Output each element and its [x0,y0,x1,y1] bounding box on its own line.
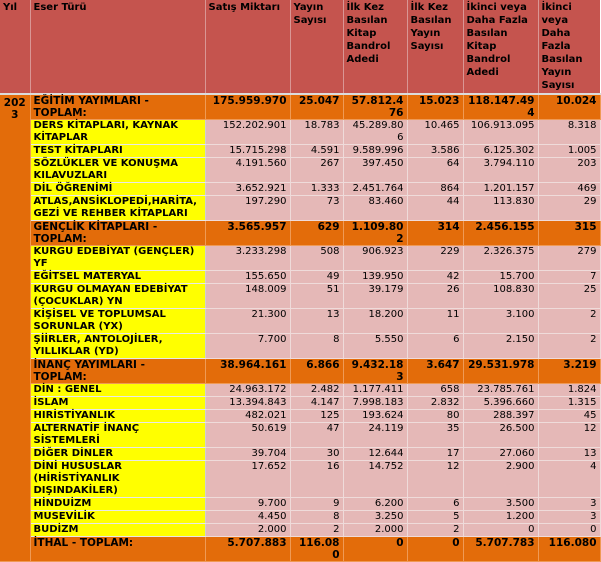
table-row [0,271,600,284]
cell-value: 116.080 [538,537,600,562]
cell-value: 13 [290,309,343,334]
cell-value: 13.394.843 [205,397,290,410]
column-header: Eser Türü [30,0,205,94]
column-header: İkinci veya Daha Fazla Basılan Kitap Bandrol Adedi [463,0,538,94]
table-row [0,183,600,196]
row-label: DİNİ HUSUSLAR (HİRİSTİYANLIK DIŞINDAKİLER) [30,461,205,498]
cell-value: 2.482 [290,384,343,397]
cell-value: 47 [290,423,343,448]
cell-value: 5.396.660 [463,397,538,410]
row-label: KURGU EDEBİYAT (GENÇLER) YF [30,246,205,271]
cell-value: 38.964.161 [205,359,290,384]
cell-value: 314 [407,221,463,246]
cell-value: 2 [290,524,343,537]
cell-value: 64 [407,158,463,183]
cell-value: 2.832 [407,397,463,410]
row-label: GENÇLİK KİTAPLARI - TOPLAM: [30,221,205,246]
column-header: İlk Kez Basılan Yayın Sayısı [407,0,463,94]
table-row [0,410,600,423]
cell-value: 49 [290,271,343,284]
cell-value: 3.652.921 [205,183,290,196]
cell-value: 482.021 [205,410,290,423]
table-row [0,94,600,120]
year-cell: 2023 [0,94,30,562]
cell-value: 45.289.806 [343,120,407,145]
cell-value: 4.591 [290,145,343,158]
column-header: İkinci veya Daha Fazla Basılan Yayın Sayısı [538,0,600,94]
cell-value: 152.202.901 [205,120,290,145]
cell-value: 864 [407,183,463,196]
cell-value: 13 [538,448,600,461]
table-row [0,145,600,158]
cell-value: 0 [538,524,600,537]
cell-value: 10.465 [407,120,463,145]
cell-value: 4.191.560 [205,158,290,183]
cell-value: 8.318 [538,120,600,145]
table-row [0,221,600,246]
column-header: İlk Kez Basılan Kitap Bandrol Adedi [343,0,407,94]
table-row [0,511,600,524]
cell-value: 6.125.302 [463,145,538,158]
cell-value: 15.023 [407,94,463,120]
table-row [0,384,600,397]
cell-value: 197.290 [205,196,290,221]
cell-value: 18.200 [343,309,407,334]
cell-value: 57.812.476 [343,94,407,120]
cell-value: 6.866 [290,359,343,384]
cell-value: 2.000 [205,524,290,537]
cell-value: 3.233.298 [205,246,290,271]
cell-value: 8 [290,334,343,359]
cell-value: 106.913.095 [463,120,538,145]
cell-value: 6 [407,498,463,511]
row-label: İSLAM [30,397,205,410]
cell-value: 3.794.110 [463,158,538,183]
cell-value: 4.450 [205,511,290,524]
cell-value: 51 [290,284,343,309]
cell-value: 10.024 [538,94,600,120]
cell-value: 8 [290,511,343,524]
cell-value: 0 [343,537,407,562]
cell-value: 16 [290,461,343,498]
cell-value: 29.531.978 [463,359,538,384]
cell-value: 26 [407,284,463,309]
cell-value: 35 [407,423,463,448]
cell-value: 2.000 [343,524,407,537]
cell-value: 25 [538,284,600,309]
cell-value: 229 [407,246,463,271]
cell-value: 9.700 [205,498,290,511]
cell-value: 5.550 [343,334,407,359]
cell-value: 2.326.375 [463,246,538,271]
table-row [0,284,600,309]
cell-value: 5.707.883 [205,537,290,562]
cell-value: 44 [407,196,463,221]
cell-value: 2.451.764 [343,183,407,196]
cell-value: 2 [407,524,463,537]
cell-value: 30 [290,448,343,461]
cell-value: 2.900 [463,461,538,498]
cell-value: 9.432.183 [343,359,407,384]
cell-value: 203 [538,158,600,183]
row-label: TEST KİTAPLARI [30,145,205,158]
cell-value: 3.586 [407,145,463,158]
cell-value: 7.700 [205,334,290,359]
row-label: HIRİSTİYANLIK [30,410,205,423]
cell-value: 4 [538,461,600,498]
cell-value: 118.147.494 [463,94,538,120]
cell-value: 24.119 [343,423,407,448]
row-label: ATLAS,ANSİKLOPEDİ,HARİTA,GEZİ VE REHBER KİTAPLARI [30,196,205,221]
cell-value: 26.500 [463,423,538,448]
cell-value: 315 [538,221,600,246]
cell-value: 39.704 [205,448,290,461]
cell-value: 279 [538,246,600,271]
cell-value: 7 [538,271,600,284]
cell-value: 2 [538,334,600,359]
table-row [0,498,600,511]
row-label: İTHAL - TOPLAM: [30,537,205,562]
cell-value: 397.450 [343,158,407,183]
table-row [0,334,600,359]
cell-value: 7.998.183 [343,397,407,410]
cell-value: 1.824 [538,384,600,397]
table-row [0,461,600,498]
cell-value: 80 [407,410,463,423]
cell-value: 42 [407,271,463,284]
cell-value: 1.200 [463,511,538,524]
cell-value: 288.397 [463,410,538,423]
cell-value: 15.700 [463,271,538,284]
cell-value: 0 [463,524,538,537]
table-row [0,524,600,537]
header-row [0,0,600,94]
cell-value: 175.959.970 [205,94,290,120]
cell-value: 3.647 [407,359,463,384]
cell-value: 1.201.157 [463,183,538,196]
row-label: EĞİTİM YAYIMLARI - TOPLAM: [30,94,205,120]
cell-value: 27.060 [463,448,538,461]
cell-value: 9.589.996 [343,145,407,158]
cell-value: 5 [407,511,463,524]
table-row [0,448,600,461]
cell-value: 508 [290,246,343,271]
cell-value: 155.650 [205,271,290,284]
cell-value: 18.783 [290,120,343,145]
cell-value: 125 [290,410,343,423]
cell-value: 6 [407,334,463,359]
row-label: ŞİİRLER, ANTOLOJİLER, YILLIKLAR (YD) [30,334,205,359]
column-header: Yayın Sayısı [290,0,343,94]
cell-value: 73 [290,196,343,221]
row-label: DİL ÖĞRENİMİ [30,183,205,196]
cell-value: 3.219 [538,359,600,384]
row-label: KİŞİSEL VE TOPLUMSAL SORUNLAR (YX) [30,309,205,334]
cell-value: 3.565.957 [205,221,290,246]
cell-value: 267 [290,158,343,183]
row-label: HİNDUİZM [30,498,205,511]
cell-value: 12 [538,423,600,448]
table-row [0,359,600,384]
row-label: BUDİZM [30,524,205,537]
cell-value: 1.109.802 [343,221,407,246]
cell-value: 1.333 [290,183,343,196]
cell-value: 113.830 [463,196,538,221]
cell-value: 24.963.172 [205,384,290,397]
cell-value: 12.644 [343,448,407,461]
table-row [0,120,600,145]
table-row [0,196,600,221]
table-row [0,158,600,183]
cell-value: 23.785.761 [463,384,538,397]
cell-value: 6.200 [343,498,407,511]
row-label: SÖZLÜKLER VE KONUŞMA KILAVUZLARI [30,158,205,183]
table-row [0,423,600,448]
cell-value: 139.950 [343,271,407,284]
cell-value: 29 [538,196,600,221]
cell-value: 148.009 [205,284,290,309]
cell-value: 11 [407,309,463,334]
cell-value: 116.080 [290,537,343,562]
row-label: EĞİTSEL MATERYAL [30,271,205,284]
column-header: Satış Miktarı [205,0,290,94]
cell-value: 3.500 [463,498,538,511]
table-row [0,537,600,562]
cell-value: 0 [407,537,463,562]
cell-value: 45 [538,410,600,423]
cell-value: 108.830 [463,284,538,309]
table-row [0,246,600,271]
row-label: KURGU OLMAYAN EDEBİYAT (ÇOCUKLAR) YN [30,284,205,309]
cell-value: 2.456.155 [463,221,538,246]
cell-value: 2.150 [463,334,538,359]
cell-value: 3.100 [463,309,538,334]
cell-value: 469 [538,183,600,196]
cell-value: 21.300 [205,309,290,334]
row-label: DİĞER DİNLER [30,448,205,461]
cell-value: 14.752 [343,461,407,498]
cell-value: 12 [407,461,463,498]
cell-value: 4.147 [290,397,343,410]
cell-value: 50.619 [205,423,290,448]
cell-value: 17.652 [205,461,290,498]
cell-value: 39.179 [343,284,407,309]
cell-value: 83.460 [343,196,407,221]
cell-value: 15.715.298 [205,145,290,158]
cell-value: 3 [538,511,600,524]
cell-value: 5.707.783 [463,537,538,562]
row-label: ALTERNATİF İNANÇ SİSTEMLERİ [30,423,205,448]
cell-value: 9 [290,498,343,511]
row-label: MUSEVİLİK [30,511,205,524]
table-row [0,397,600,410]
cell-value: 3.250 [343,511,407,524]
cell-value: 629 [290,221,343,246]
table-row [0,309,600,334]
cell-value: 193.624 [343,410,407,423]
cell-value: 1.315 [538,397,600,410]
column-header: Yıl [0,0,30,94]
cell-value: 2 [538,309,600,334]
row-label: DİN : GENEL [30,384,205,397]
cell-value: 906.923 [343,246,407,271]
cell-value: 658 [407,384,463,397]
cell-value: 3 [538,498,600,511]
cell-value: 1.177.411 [343,384,407,397]
cell-value: 25.047 [290,94,343,120]
cell-value: 1.005 [538,145,600,158]
row-label: İNANÇ YAYIMLARI - TOPLAM: [30,359,205,384]
row-label: DERS KİTAPLARI, KAYNAK KİTAPLAR [30,120,205,145]
table-body [0,94,600,562]
cell-value: 17 [407,448,463,461]
